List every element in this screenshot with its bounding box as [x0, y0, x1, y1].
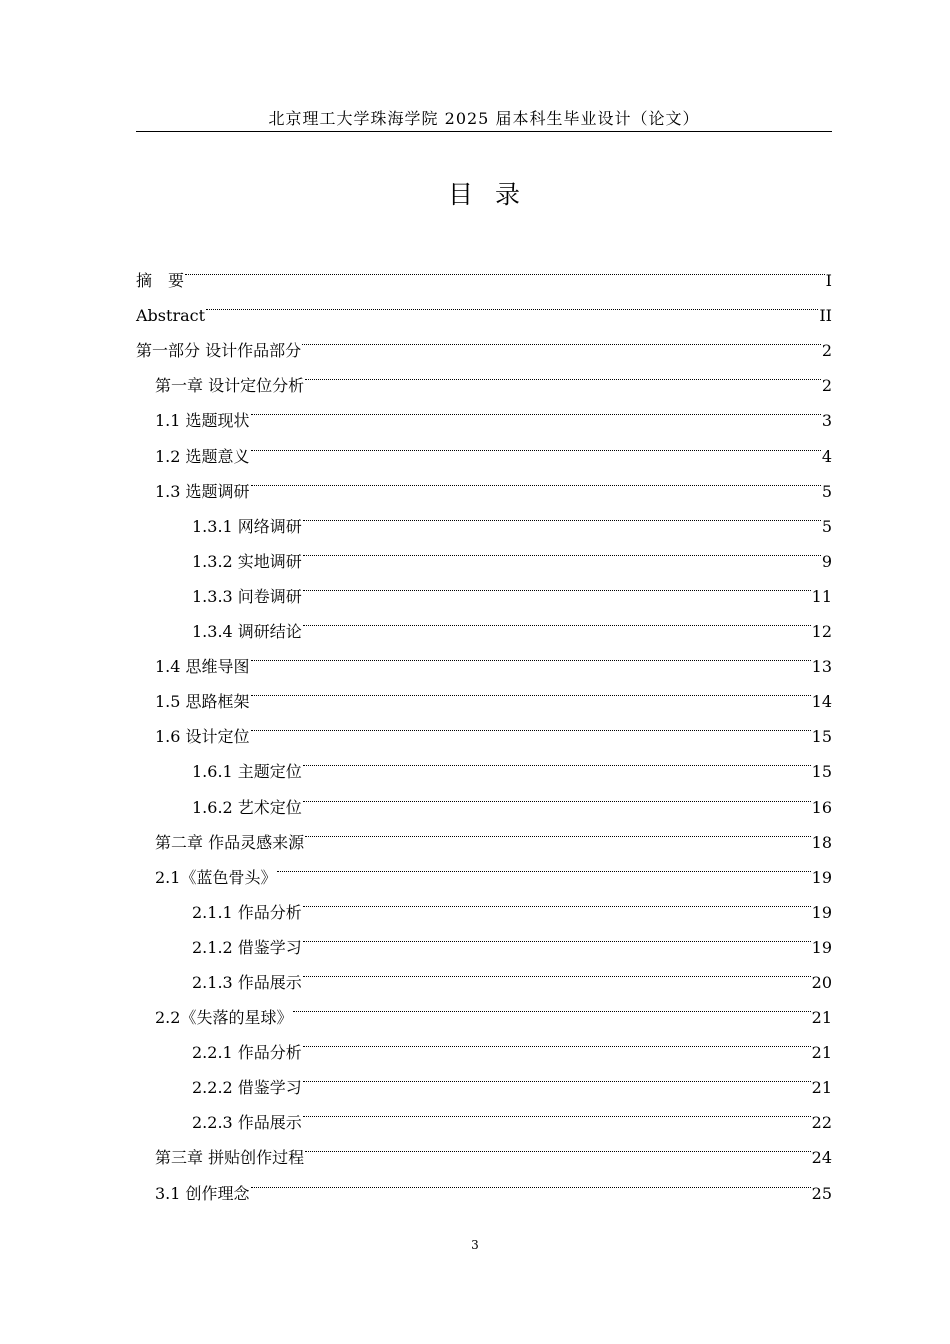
toc-leader-dots	[303, 777, 811, 812]
toc-entry-page: 2	[821, 376, 832, 396]
toc-entry-label: 1.3.3 问卷调研	[192, 586, 302, 606]
toc-entry-page: 18	[811, 832, 832, 852]
toc-entry-page: II	[819, 306, 832, 326]
toc-entry-label: 2.2.1 作品分析	[192, 1043, 302, 1063]
toc-leader-dots	[251, 637, 811, 672]
table-of-contents	[136, 251, 832, 1203]
toc-leader-dots	[206, 286, 818, 321]
toc-entry-page: 12	[811, 622, 832, 642]
toc-entry-label: 第一章 设计定位分析	[155, 376, 305, 396]
toc-leader-dots	[251, 672, 811, 707]
toc-entry-label: 2.2.2 借鉴学习	[192, 1078, 302, 1098]
toc-entry-label: 1.3.1 网络调研	[192, 516, 302, 536]
toc-entry-label: 3.1 创作理念	[155, 1183, 250, 1203]
toc-entry-label: 2.1.3 作品展示	[192, 972, 302, 992]
toc-leader-dots	[303, 1023, 811, 1058]
toc-leader-dots	[277, 848, 810, 883]
toc-leader-dots	[303, 497, 821, 532]
toc-entry-page: 14	[811, 692, 832, 712]
toc-entry-label: 2.1.2 借鉴学习	[192, 937, 302, 957]
toc-leader-dots	[305, 356, 821, 391]
toc-leader-dots	[251, 1163, 811, 1198]
toc-leader-dots	[185, 251, 825, 286]
toc-entry-label: 1.5 思路框架	[155, 692, 250, 712]
toc-leader-dots	[303, 883, 811, 918]
toc-entry-page: 4	[821, 446, 832, 466]
toc-entry-label: Abstract	[136, 306, 206, 326]
toc-leader-dots	[303, 602, 811, 637]
toc-leader-dots	[251, 462, 821, 497]
toc-entry-label: 1.3.2 实地调研	[192, 551, 302, 571]
toc-entry-label: 1.1 选题现状	[155, 411, 250, 431]
page-header: 北京理工大学珠海学院 2025 届本科生毕业设计（论文）	[268, 109, 700, 128]
toc-entry-label: 摘 要	[136, 271, 185, 291]
toc-entry-label: 第一部分 设计作品部分	[136, 341, 302, 361]
toc-leader-dots	[303, 742, 811, 777]
toc-entry-page: 16	[811, 797, 832, 817]
toc-title: 目录	[447, 180, 542, 209]
toc-entry-page: 24	[811, 1148, 832, 1168]
toc-entry-page: 22	[811, 1113, 832, 1133]
toc-leader-dots	[303, 918, 811, 953]
toc-entry-page: 3	[821, 411, 832, 431]
toc-entry-page: 5	[821, 481, 832, 501]
toc-leader-dots	[305, 813, 811, 848]
toc-entry-page: 13	[811, 657, 832, 677]
toc-entry-page: 20	[811, 972, 832, 992]
toc-entry-label: 1.6.1 主题定位	[192, 762, 302, 782]
toc-entry-label: 1.6.2 艺术定位	[192, 797, 302, 817]
toc-entry-page: 21	[811, 1043, 832, 1063]
page-number: 3	[471, 1238, 479, 1252]
toc-entry-label: 1.2 选题意义	[155, 446, 250, 466]
toc-entry[interactable]	[136, 286, 832, 326]
toc-entry-page: 2	[821, 341, 832, 361]
toc-entry-label: 2.2.3 作品展示	[192, 1113, 302, 1133]
toc-entry-page: 5	[821, 516, 832, 536]
toc-entry-label: 第二章 作品灵感来源	[155, 832, 305, 852]
toc-entry-page: 21	[811, 1078, 832, 1098]
toc-leader-dots	[293, 988, 810, 1023]
toc-entry-label: 1.4 思维导图	[155, 657, 250, 677]
toc-leader-dots	[305, 1128, 811, 1163]
toc-entry-page: 21	[811, 1008, 832, 1028]
toc-entry[interactable]	[136, 251, 832, 291]
toc-entry-page: 15	[811, 727, 832, 747]
toc-entry-page: I	[825, 271, 832, 291]
toc-entry-page: 19	[811, 902, 832, 922]
toc-leader-dots	[303, 953, 811, 988]
toc-leader-dots	[302, 321, 821, 356]
toc-entry-label: 第三章 拼贴创作过程	[155, 1148, 305, 1168]
toc-entry-page: 25	[811, 1183, 832, 1203]
toc-leader-dots	[251, 391, 821, 426]
toc-leader-dots	[251, 707, 811, 742]
toc-leader-dots	[303, 1058, 811, 1093]
toc-entry-page: 15	[811, 762, 832, 782]
toc-entry[interactable]	[136, 321, 832, 361]
toc-leader-dots	[303, 1093, 811, 1128]
toc-entry-page: 19	[811, 937, 832, 957]
toc-entry-label: 1.6 设计定位	[155, 727, 250, 747]
toc-entry-page: 19	[811, 867, 832, 887]
toc-entry-label: 1.3 选题调研	[155, 481, 250, 501]
toc-leader-dots	[303, 567, 811, 602]
toc-leader-dots	[303, 532, 821, 567]
toc-leader-dots	[251, 426, 821, 461]
toc-entry-page: 9	[821, 551, 832, 571]
toc-entry-label: 2.2《失落的星球》	[155, 1008, 293, 1028]
toc-entry-label: 1.3.4 调研结论	[192, 622, 302, 642]
header-rule	[136, 131, 832, 132]
toc-entry-label: 2.1.1 作品分析	[192, 902, 302, 922]
toc-entry-page: 11	[811, 586, 832, 606]
toc-entry-label: 2.1《蓝色骨头》	[155, 867, 277, 887]
